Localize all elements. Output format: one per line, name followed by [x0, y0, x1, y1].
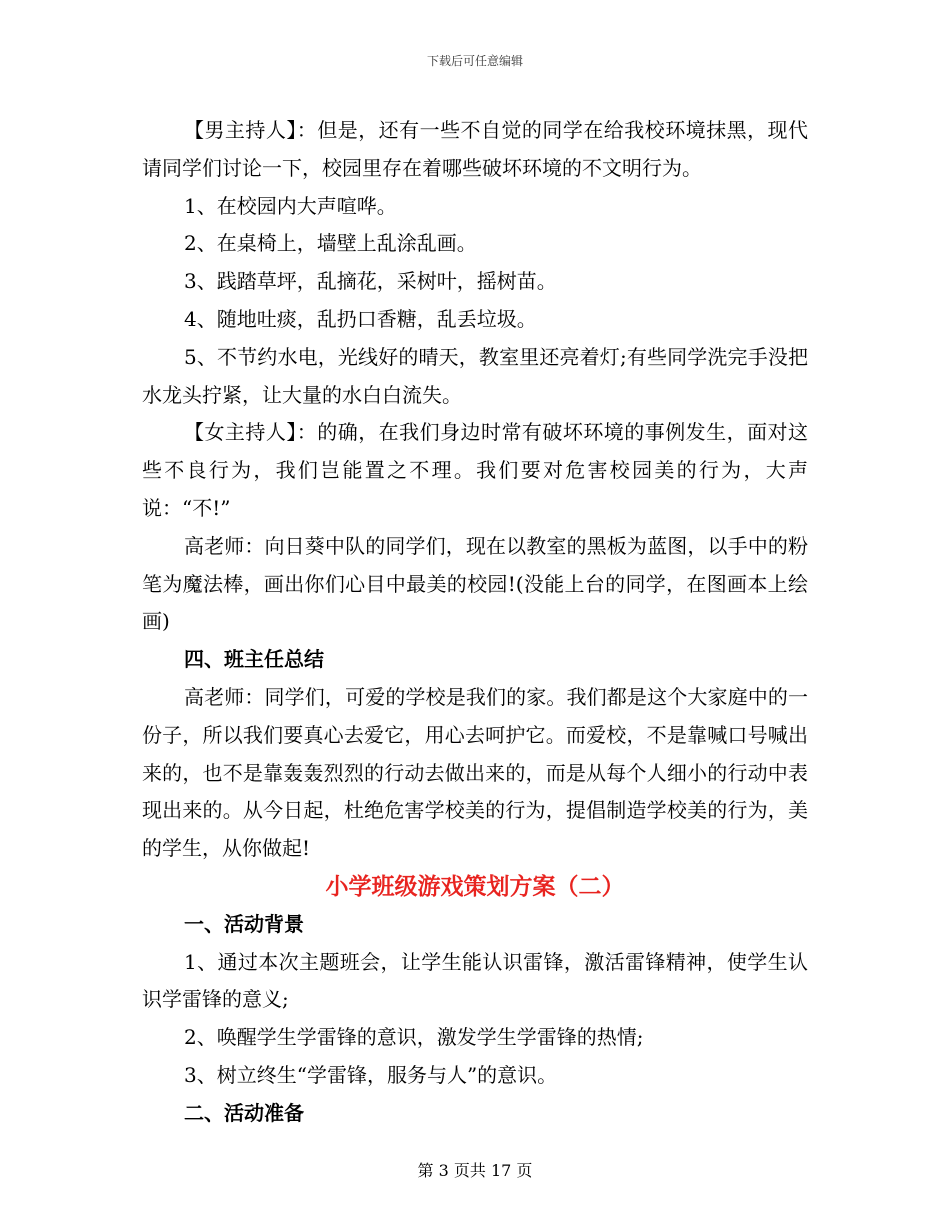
section-heading-summary: 四、班主任总结 — [184, 647, 324, 672]
background-item-2: 2、唤醒学生学雷锋的意识，激发学生学雷锋的热情; — [184, 1025, 644, 1050]
background-item-3: 3、树立终生“学雷锋，服务与人”的意识。 — [184, 1062, 558, 1087]
list-item-5: 5、不节约水电，光线好的晴天，教室里还亮着灯;有些同学洗完手没把水龙头拧紧，让大量的水白白流失。 — [142, 344, 808, 407]
list-item-3: 3、践踏草坪，乱摘花，采树叶，摇树苗。 — [184, 269, 557, 294]
paragraph-teacher-drawing: 高老师：向日葵中队的同学们，现在以教室的黑板为蓝图，以手中的粉笔为魔法棒，画出你们心目中最美的校园!(没能上台的同学，在图画本上绘画) — [142, 533, 808, 634]
background-item-1: 1、通过本次主题班会，让学生能认识雷锋，激活雷锋精神，使学生认识学雷锋的意义; — [142, 949, 808, 1012]
list-item-4: 4、随地吐痰，乱扔口香糖，乱丢垃圾。 — [184, 306, 537, 331]
paragraph-male-host: 【男主持人】：但是，还有一些不自觉的同学在给我校环境抹黑，现代请同学们讨论一下，校园里存在着哪些破坏环境的不文明行为。 — [142, 118, 808, 180]
section-heading-background: 一、活动背景 — [184, 911, 304, 936]
list-item-2: 2、在桌椅上，墙壁上乱涂乱画。 — [184, 231, 477, 256]
paragraph-teacher-summary: 高老师：同学们，可爱的学校是我们的家。我们都是这个大家庭中的一份子，所以我们要真心去爱它，用心去呵护它。而爱校，不是靠喊口号喊出来的，也不是靠轰轰烈烈的行动去做出来的，而是从每个人细小的行动中表现出来的。从今日起，杜绝危害学校美的行为，提倡制造学校美的行为，美的学生，从你做起! — [142, 684, 808, 861]
page-header: 下载后可任意编辑 — [426, 54, 523, 68]
section-heading-preparation: 二、活动准备 — [184, 1100, 304, 1125]
page-footer: 第 3 页共 17 页 — [417, 1161, 533, 1180]
document-title: 小学班级游戏策划方案（二） — [325, 872, 625, 900]
paragraph-female-host: 【女主持人】：的确，在我们身边时常有破坏环境的事例发生，面对这些不良行为，我们岂能置之不理。我们要对危害校园美的行为，大声说：“不!” — [142, 420, 808, 520]
document-body — [142, 112, 808, 1133]
list-item-1: 1、在校园内大声喧哗。 — [184, 193, 397, 218]
